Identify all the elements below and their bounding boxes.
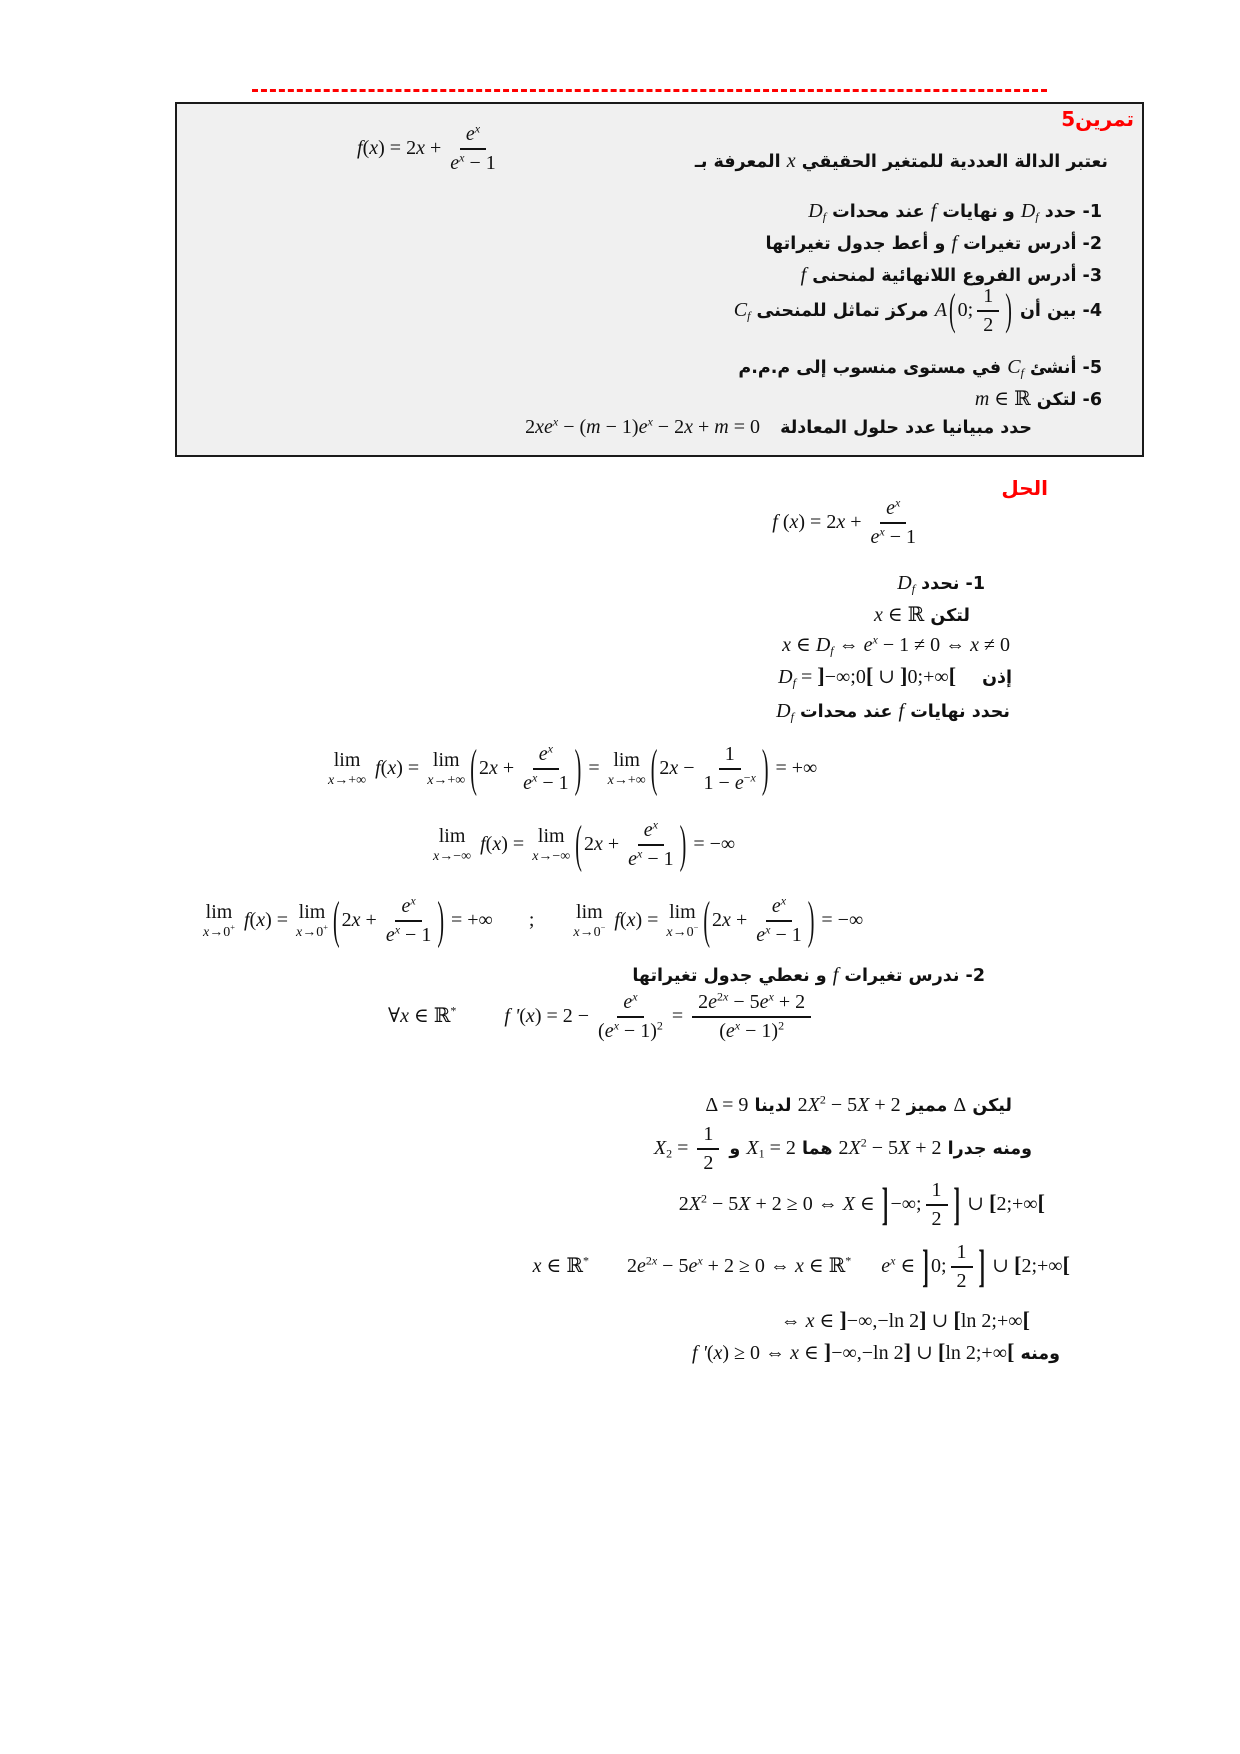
exercise-item-2: 2- أدرس تغيرات f و أعط جدول تغيراتها: [765, 232, 1102, 254]
exercise-box: [175, 102, 1144, 457]
exercise-item-1: 1- حدد $D_f$ و نهايات f عند محدات $D_f$: [808, 200, 1102, 224]
solution-line-limits-intro: نحدد نهايات f عند محدات $D_f$: [776, 700, 1010, 724]
solution-line-discriminant: ليكن Δ مميز $2X^2 - 5X + 2$ لدينا Δ = 9: [705, 1092, 1012, 1116]
exercise-item-3: 3- أدرس الفروع اللانهائية لمنحنى f: [800, 264, 1102, 286]
solution-title: الحل: [1001, 476, 1048, 500]
solution-function-formula: f (x) = 2x + $\frac{e^x}{e^x - 1}$: [772, 495, 916, 548]
solution-line-df-interval: إذنD$_f$ = ]−∞;0[ ∪ ]0;+∞[: [778, 663, 1012, 690]
solution-limit-minus-infinity: lim x→−∞ f(x) = lim x→−∞ ( 2x + $\frac{e^x}{e^x - 1}$ ) = −∞: [433, 816, 736, 874]
solution-line-df-equivalence: x ∈ $D_f$ ⇔ $e^x - 1 \ne 0$ ⇔ x ≠ 0: [782, 632, 1010, 658]
exercise-function-formula: f(x) = 2x + $\frac{e^x}{e^x - 1}$: [357, 121, 496, 174]
exercise-final-equation: حدد مبيانيا عدد حلول المعادلة $2xe^x - (m - 1)e^x - 2x + m = 0$: [525, 414, 1032, 438]
solution-line-study-variations: 2- ندرس تغيرات f و نعطي جدول تغيراتها: [632, 964, 985, 986]
solution-line-roots: ومنه جدرا $2X^2 - 5X + 2$ هما $X_1 = 2$ و $X_2$ = $\frac{1}{2}$: [653, 1123, 1032, 1174]
solution-line-conclusion: ومنه f '(x) ≥ 0 ⇔ x ∈ ]−∞,−ln 2] ∪ [ln 2;+∞[: [692, 1339, 1060, 1364]
solution-derivative: ∀x ∈ ℝ* f '(x) = 2 − $\frac{e^x}{(e^x - 1)^2}$ = $\frac{2e^{2x} - 5e^x + 2}{(e^x - 1)^2}$: [388, 990, 815, 1043]
solution-line-quadratic-inequality: $2X^2 - 5X + 2 \ge 0$ ⇔ X ∈ ] −∞; $\frac{1}{2}$ ] ∪ [2;+∞[: [678, 1179, 1045, 1231]
exercise-item-6: 6- لتكن m ∈ ℝ: [974, 388, 1102, 410]
solution-line-define-df: 1- نحدد $D_f$: [897, 572, 985, 596]
solution-line-exponential-inequality: x ∈ ℝ* $2e^{2x} - 5e^x + 2 \ge 0$ ⇔ x ∈ ℝ* $e^x$ ∈ ] 0; $\frac{1}{2}$ ] ∪ [2;+∞[: [532, 1241, 1070, 1293]
exercise-title: تمرين5: [1061, 107, 1134, 131]
red-dashed-divider: [252, 89, 1047, 92]
solution-limit-plus-infinity: lim x→+∞ f(x) = lim x→+∞ ( 2x + $\frac{e^x}{e^x - 1}$ ) = lim x→+∞ ( 2x − $\frac{1}{1 - e^{-x}}$ ) = +∞: [328, 740, 818, 798]
exercise-item-5: 5- أنشئ $C_f$ في مستوى منسوب إلى م.م.م: [738, 356, 1102, 380]
exercise-item-4: 4- بين أن A ( 0; $\frac{1}{2}$ ) مركز تماثل للمنحنى $C_f$: [733, 285, 1102, 336]
exercise-intro: نعتبر الدالة العددية للمتغير الحقيقي x المعرفة بـ: [694, 150, 1108, 172]
solution-line-x-interval: ⇔ x ∈ ]−∞,−ln 2] ∪ [ln 2;+∞[: [780, 1307, 1030, 1332]
solution-line-let-x: لتكن x ∈ ℝ: [873, 604, 970, 626]
solution-limit-zero: lim x→0+ f(x) = lim x→0+ ( 2x + $\frac{e^x}{e^x - 1}$ ) = +∞ ; lim x→0− f(x) = lim x→0− ( 2x + $\frac{e^x}{e^x - 1}$ ) = −∞: [203, 892, 864, 950]
